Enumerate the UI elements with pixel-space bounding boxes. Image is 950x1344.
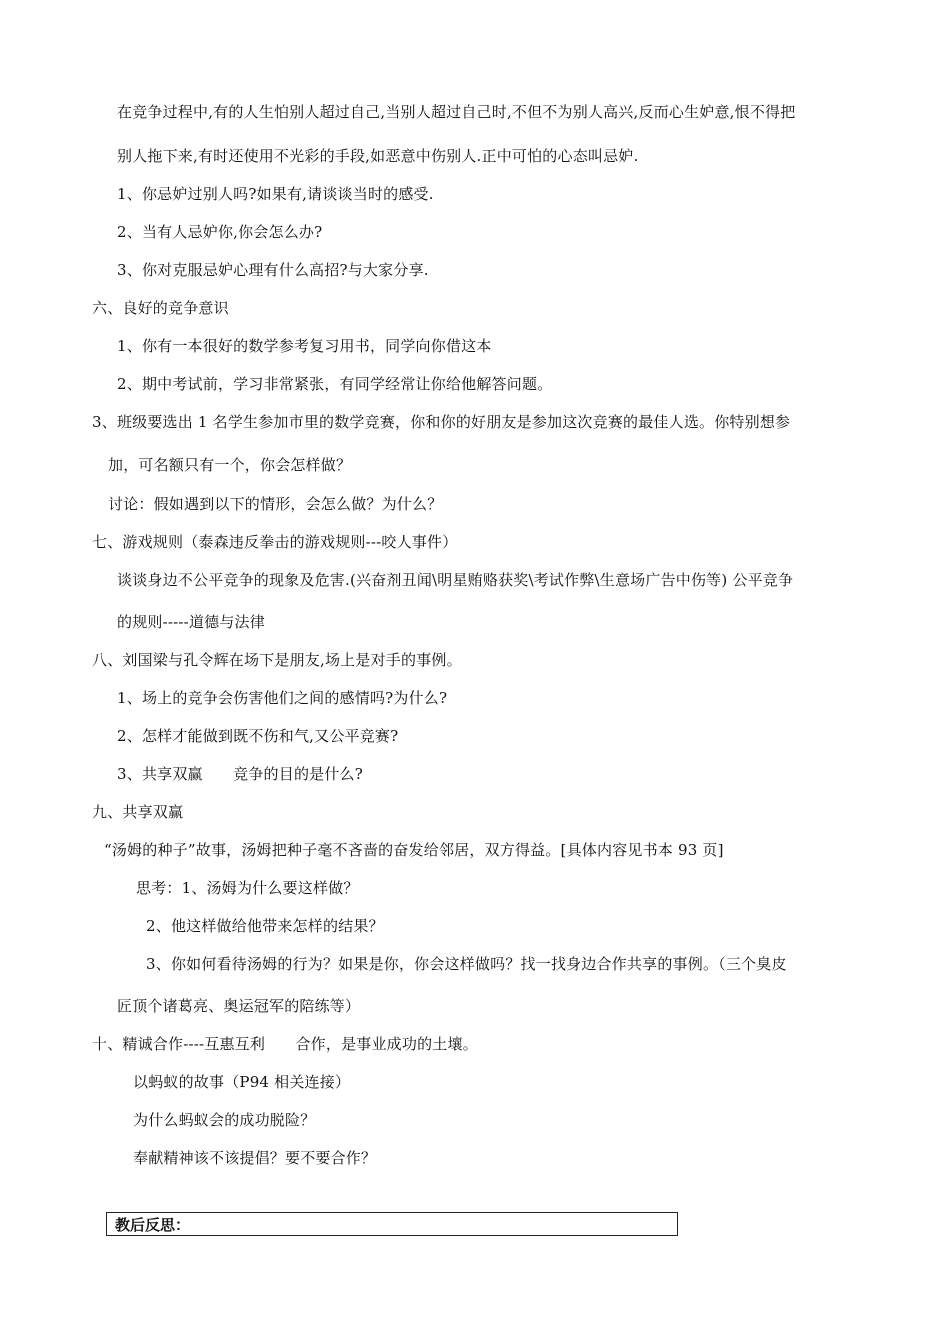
paragraph-line: 在竞争过程中,有的人生怕别人超过自己,当别人超过自己时,不但不为别人高兴,反而心生妒意,恨不得把 <box>117 103 796 121</box>
paragraph-line: 匠顶个诸葛亮、奥运冠军的陪练等） <box>117 997 361 1015</box>
thinking-question: 思考：1、汤姆为什么要这样做？ <box>136 879 359 897</box>
section-heading: 九、共享双赢 <box>92 803 184 821</box>
section-heading: 六、良好的竞争意识 <box>92 299 229 317</box>
paragraph-line: 以蚂蚁的故事（P94 相关连接） <box>133 1073 351 1091</box>
paragraph-line: 的规则-----道德与法律 <box>117 613 265 631</box>
question-item: 3、班级要选出 1 名学生参加市里的数学竞赛，你和你的好朋友是参加这次竞赛的最佳人选。你特别想参 <box>92 413 791 431</box>
question-item: 1、你有一本很好的数学参考复习用书，同学向你借这本 <box>117 337 492 355</box>
reflection-label: 教后反思： <box>115 1216 191 1234</box>
discussion-line: 讨论：假如遇到以下的情形，会怎么做？为什么？ <box>108 495 443 513</box>
section-heading: 七、游戏规则（泰森违反拳击的游戏规则---咬人事件） <box>92 533 458 551</box>
section-heading: 八、刘国梁与孔令辉在场下是朋友,场上是对手的事例。 <box>92 651 462 669</box>
paragraph-line: 谈谈身边不公平竞争的现象及危害.(兴奋剂丑闻\明星贿赂获奖\考试作弊\生意场广告中伤等) 公平竞争 <box>117 571 794 589</box>
paragraph-line: 别人拖下来,有时还使用不光彩的手段,如恶意中伤别人.正中可怕的心态叫忌妒. <box>117 147 639 165</box>
question-item: 2、期中考试前，学习非常紧张，有同学经常让你给他解答问题。 <box>117 375 553 393</box>
reflection-box <box>106 1212 678 1236</box>
question-item: 加，可名额只有一个，你会怎样做？ <box>108 456 352 474</box>
question-item: 3、共享双赢 竞争的目的是什么? <box>117 765 363 783</box>
paragraph-line: 奉献精神该不该提倡？要不要合作？ <box>133 1149 377 1167</box>
thinking-question: 3、你如何看待汤姆的行为？如果是你，你会这样做吗？找一找身边合作共享的事例。（三个臭皮 <box>146 955 787 973</box>
thinking-question: 2、他这样做给他带来怎样的结果？ <box>146 917 384 935</box>
paragraph-line: “汤姆的种子”故事，汤姆把种子毫不吝啬的奋发给邻居，双方得益。[具体内容见书本 93 页] <box>104 841 724 859</box>
paragraph-line: 为什么蚂蚁会的成功脱险？ <box>133 1111 316 1129</box>
question-item: 1、你忌妒过别人吗?如果有,请谈谈当时的感受. <box>117 185 434 203</box>
question-item: 1、场上的竞争会伤害他们之间的感情吗?为什么? <box>117 689 448 707</box>
question-item: 2、当有人忌妒你,你会怎么办? <box>117 223 323 241</box>
question-item: 2、怎样才能做到既不伤和气,又公平竞赛? <box>117 727 399 745</box>
question-item: 3、你对克服忌妒心理有什么高招?与大家分享. <box>117 261 429 279</box>
section-heading: 十、精诚合作----互惠互利 合作，是事业成功的土壤。 <box>92 1035 478 1053</box>
